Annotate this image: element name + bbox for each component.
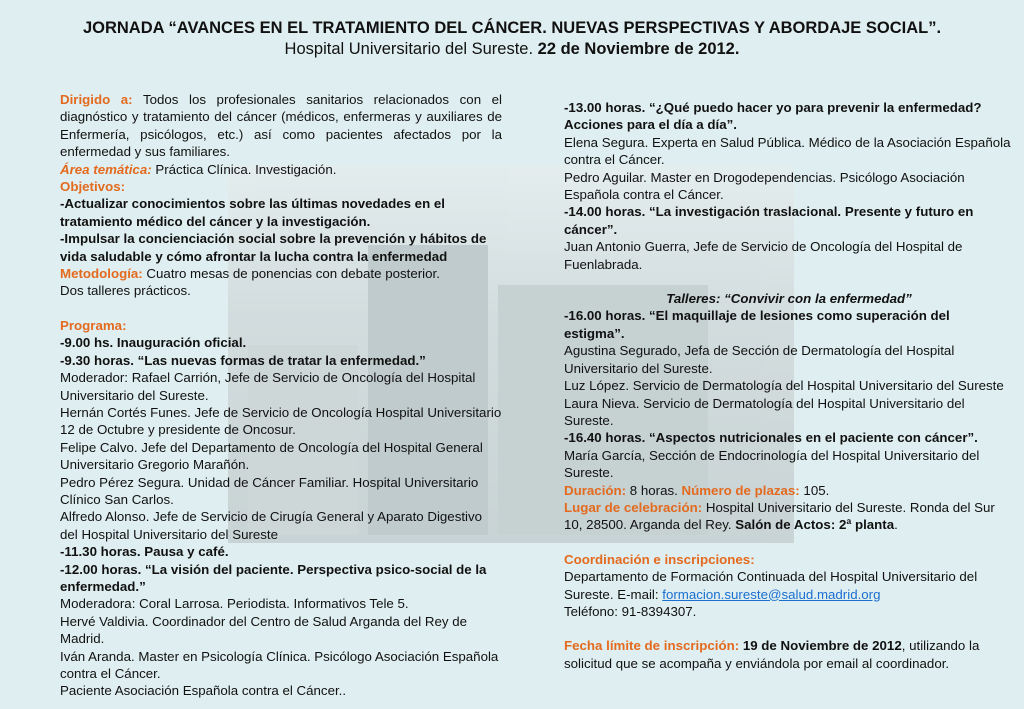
speaker: Juan Antonio Guerra, Jefe de Servicio de Oncología del Hospital de Fuenlabrada. [564, 239, 963, 272]
phone-info: Teléfono: 91-8394307. [564, 603, 697, 619]
speaker: Hernán Cortés Funes. Jefe de Servicio de Oncología Hospital Universitario 12 de Octubre y presidente de Oncosur. [60, 404, 502, 438]
target-audience: Dirigido a: Todos los profesionales sanitarios relacionados con el diagnóstico y tratamiento del cáncer (médicos, enfermeras y auxiliares de Enfermería, psicólogos, etc.) así como pacientes afectados por la enfermedad y sus familiares. [60, 92, 502, 160]
objectives-heading: Objetivos: [60, 179, 126, 195]
program-item: -14.00 horas. “La investigación traslacional. Presente y futuro en cáncer”. [564, 204, 974, 237]
speaker: Felipe Calvo. Jefe del Departamento de Oncología del Hospital General Universitario Gregorio Marañón. [60, 439, 483, 473]
speaker: Iván Aranda. Master en Psicología Clínica. Psicólogo Asociación Española contra el Cáncer. [60, 648, 499, 681]
speaker: Hervé Valdivia. Coordinador del Centro de Salud Arganda del Rey de Madrid. [60, 613, 468, 647]
program-item: -11.30 horas. Pausa y café. [60, 544, 229, 560]
speaker: Paciente Asociación Española contra el Cáncer.. [60, 683, 347, 699]
duration-info: Duración: 8 horas. Número de plazas: 105. [564, 482, 830, 498]
registration-deadline: Fecha límite de inscripción: 19 de Noviembre de 2012, utilizando la solicitud que se acompaña y enviándola por email al coordinador. [564, 638, 980, 671]
venue-info: Lugar de celebración: Hospital Universitario del Sureste. Ronda del Sur 10, 28500. Arganda del Rey. Salón de Actos: 2ª planta. [564, 499, 995, 533]
subject-area: Área temática: Práctica Clínica. Investigación. [60, 161, 337, 177]
methodology: Metodología: Cuatro mesas de ponencias con debate posterior. [60, 266, 440, 282]
program-item: -12.00 horas. “La visión del paciente. Perspectiva psico-social de la enfermedad.” [60, 561, 487, 594]
objective-item: -Impulsar la concienciación social sobre la prevención y hábitos de vida saludable y cómo afrontar la lucha contra la enfermedad [60, 231, 487, 264]
speaker: María García, Sección de Endocrinología del Hospital Universitario del Sureste. [564, 447, 980, 481]
event-subtitle: Hospital Universitario del Sureste. 22 de Noviembre de 2012. [284, 40, 740, 58]
coordination-info: Departamento de Formación Continuada del Hospital Universitario del Sureste. E-mail: formacion.sureste@salud.madrid.org [564, 569, 978, 602]
speaker: Alfredo Alonso. Jefe de Servicio de Cirugía General y Aparato Digestivo del Hospital Universitario del Sureste [60, 509, 483, 542]
program-item: -16.00 horas. “El maquillaje de lesiones como superación del estigma”. [564, 308, 950, 341]
left-column [60, 91, 502, 700]
workshops-heading: Talleres: “Convivir con la enfermedad” [666, 291, 912, 307]
email-link[interactable]: formacion.sureste@salud.madrid.org [662, 586, 881, 602]
speaker: Laura Nieva. Servicio de Dermatología del Hospital Universitario del Sureste. [564, 395, 965, 428]
program-item: -9.00 hs. Inauguración oficial. [60, 335, 247, 351]
speaker: Elena Segura. Experta en Salud Pública. Médico de la Asociación Española contra el Cáncer. [564, 134, 1011, 168]
program-item: -13.00 horas. “¿Qué puedo hacer yo para prevenir la enfermedad? Acciones para el día a día”. [564, 100, 982, 133]
speaker: Moderadora: Coral Larrosa. Periodista. Informativos Tele 5. [60, 596, 409, 612]
document-header [0, 18, 1024, 60]
program-item: -16.40 horas. “Aspectos nutricionales en el paciente con cáncer”. [564, 430, 978, 446]
speaker: Agustina Segurado, Jefa de Sección de Dermatología del Hospital Universitario del Sureste. [564, 343, 955, 376]
program-heading: Programa: [60, 317, 127, 333]
methodology-detail: Dos talleres prácticos. [60, 283, 191, 299]
program-item: -9.30 horas. “Las nuevas formas de tratar la enfermedad.” [60, 352, 426, 368]
event-title: JORNADA “AVANCES EN EL TRATAMIENTO DEL CÁNCER. NUEVAS PERSPECTIVAS Y ABORDAJE SOCIAL”. [82, 19, 942, 37]
speaker: Pedro Pérez Segura. Unidad de Cáncer Familiar. Hospital Universitario Clínico San Carlos. [60, 474, 479, 507]
coordination-heading: Coordinación e inscripciones: [564, 551, 755, 567]
speaker: Luz López. Servicio de Dermatología del Hospital Universitario del Sureste [564, 378, 1004, 394]
event-date: 22 de Noviembre de 2012. [537, 40, 740, 58]
speaker: Moderador: Rafael Carrión, Jefe de Servicio de Oncología del Hospital Universitario del Sureste. [60, 370, 476, 403]
right-column [564, 99, 1014, 672]
objective-item: -Actualizar conocimientos sobre las últimas novedades en el tratamiento médico del cáncer y la investigación. [60, 196, 445, 229]
speaker: Pedro Aguilar. Master en Drogodependencias. Psicólogo Asociación Española contra el Cáncer. [564, 169, 965, 203]
